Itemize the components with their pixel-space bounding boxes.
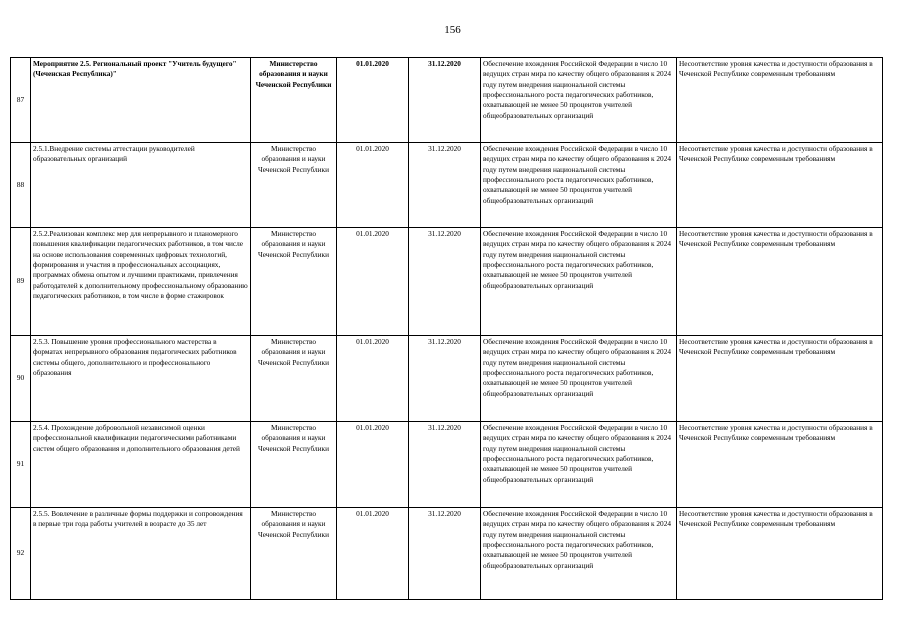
row-number: 88 [11,143,31,228]
activity-cell: 2.5.5. Вовлечение в различные формы поддержки и сопровождения в первые три года работы учителей в возрасте до 35 лет [31,508,251,600]
executor-cell: Министерство образования и науки Чеченской Республики [251,336,337,422]
end-date-cell: 31.12.2020 [409,58,481,143]
start-date-cell: 01.01.2020 [337,143,409,228]
end-date-cell: 31.12.2020 [409,336,481,422]
consequence-cell: Несоответствие уровня качества и доступности образования в Чеченской Республике современным требованиям [677,58,883,143]
row-number: 91 [11,422,31,508]
result-cell: Обеспечение вхождения Российской Федерации в число 10 ведущих стран мира по качеству общего образования к 2024 году путем внедрения национальной системы профессионального роста педагогических работников, охватывающей не менее 50 процентов учителей общеобразовательных организаций [481,58,677,143]
table-row [11,143,883,228]
executor-cell: Министерство образования и науки Чеченской Республики [251,422,337,508]
result-cell: Обеспечение вхождения Российской Федерации в число 10 ведущих стран мира по качеству общего образования к 2024 году путем внедрения национальной системы профессионального роста педагогических работников, охватывающей не менее 50 процентов учителей общеобразовательных организаций [481,143,677,228]
result-cell: Обеспечение вхождения Российской Федерации в число 10 ведущих стран мира по качеству общего образования к 2024 году путем внедрения национальной системы профессионального роста педагогических работников, охватывающей не менее 50 процентов учителей общеобразовательных организаций [481,422,677,508]
end-date-cell: 31.12.2020 [409,508,481,600]
result-cell: Обеспечение вхождения Российской Федерации в число 10 ведущих стран мира по качеству общего образования к 2024 году путем внедрения национальной системы профессионального роста педагогических работников, охватывающей не менее 50 процентов учителей общеобразовательных организаций [481,228,677,336]
consequence-cell: Несоответствие уровня качества и доступности образования в Чеченской Республике современным требованиям [677,228,883,336]
table-row [11,422,883,508]
table-row [11,336,883,422]
page-number: 156 [444,24,461,36]
table-row [11,508,883,600]
activity-cell: 2.5.3. Повышение уровня профессионального мастерства в форматах непрерывного образования педагогических работников системы общего, дополнительного и профессионального образования [31,336,251,422]
end-date-cell: 31.12.2020 [409,228,481,336]
end-date-cell: 31.12.2020 [409,422,481,508]
executor-cell: Министерство образования и науки Чеченской Республики [251,508,337,600]
consequence-cell: Несоответствие уровня качества и доступности образования в Чеченской Республике современным требованиям [677,508,883,600]
activity-cell: 2.5.1.Внедрение системы аттестации руководителей образовательных организаций [31,143,251,228]
activity-cell: 2.5.4. Прохождение добровольной независимой оценки профессиональной квалификации педагогическими работниками систем общего образования и дополнительного образования детей [31,422,251,508]
start-date-cell: 01.01.2020 [337,58,409,143]
start-date-cell: 01.01.2020 [337,422,409,508]
consequence-cell: Несоответствие уровня качества и доступности образования в Чеченской Республике современным требованиям [677,422,883,508]
result-cell: Обеспечение вхождения Российской Федерации в число 10 ведущих стран мира по качеству общего образования к 2024 году путем внедрения национальной системы профессионального роста педагогических работников, охватывающей не менее 50 процентов учителей общеобразовательных организаций [481,508,677,600]
row-number: 92 [11,508,31,600]
table-row [11,228,883,336]
consequence-cell: Несоответствие уровня качества и доступности образования в Чеченской Республике современным требованиям [677,336,883,422]
start-date-cell: 01.01.2020 [337,508,409,600]
table-row [11,58,883,143]
end-date-cell: 31.12.2020 [409,143,481,228]
row-number: 90 [11,336,31,422]
executor-cell: Министерство образования и науки Чеченской Республики [251,143,337,228]
start-date-cell: 01.01.2020 [337,336,409,422]
consequence-cell: Несоответствие уровня качества и доступности образования в Чеченской Республике современным требованиям [677,143,883,228]
activity-cell: Мероприятие 2.5. Региональный проект "Учитель будущего" (Чеченская Республика)" [31,58,251,143]
executor-cell: Министерство образования и науки Чеченской Республики [251,228,337,336]
executor-cell: Министерство образования и науки Чеченской Республики [251,58,337,143]
start-date-cell: 01.01.2020 [337,228,409,336]
activities-table [10,57,883,600]
result-cell: Обеспечение вхождения Российской Федерации в число 10 ведущих стран мира по качеству общего образования к 2024 году путем внедрения национальной системы профессионального роста педагогических работников, охватывающей не менее 50 процентов учителей общеобразовательных организаций [481,336,677,422]
activity-cell: 2.5.2.Реализован комплекс мер для непрерывного и планомерного повышения квалификации педагогических работников, в том числе на основе использования современных цифровых технологий, формирования и участия в профессиональных ассоциациях, программах обмена опытом и лучшими практиками, привлечения работодателей к дополнительному профессиональному образованию педагогических работников, в том числе в форме стажировок [31,228,251,336]
row-number: 89 [11,228,31,336]
row-number: 87 [11,58,31,143]
